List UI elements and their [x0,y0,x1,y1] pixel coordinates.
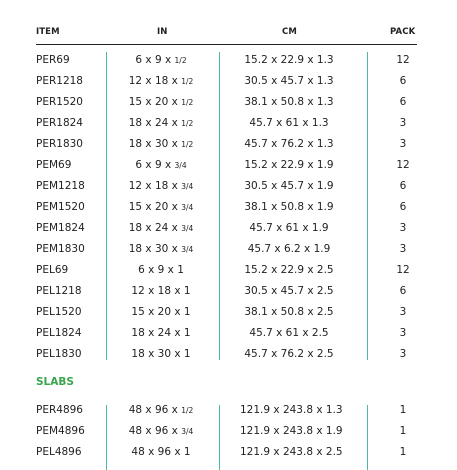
pack-count: 12 [396,159,410,171]
size-cm: 38.1 x 50.8 x 2.5 [244,306,334,318]
size-inches-main: 48 x 96 x 1 [131,446,191,458]
pack-count: 3 [399,138,407,150]
item-code: PEM1218 [36,180,85,192]
size-inches [118,180,204,193]
size-inches-main: 18 x 24 x [128,117,182,129]
table-row [0,117,457,138]
table-row [0,264,457,285]
item-code: PEL4896 [36,446,82,458]
size-cm: 45.7 x 76.2 x 2.5 [244,348,334,360]
item-code: PEM1830 [36,243,85,255]
header-in: IN [157,27,168,37]
header-rule [36,44,417,45]
header-cm: CM [282,27,297,37]
size-inches-main: 18 x 24 x [128,222,182,234]
size-inches-main: 12 x 18 x [128,180,182,192]
size-inches-main: 18 x 30 x [128,243,182,255]
item-code: PEL1218 [36,285,82,297]
pack-count: 3 [399,243,407,255]
size-inches-fraction: 1/2 [181,98,194,107]
size-inches-fraction: 3/4 [181,427,194,436]
size-cm: 45.7 x 76.2 x 1.3 [244,138,334,150]
pack-count: 3 [399,222,407,234]
pack-count: 6 [399,75,407,87]
table-row [0,159,457,180]
table-row [0,425,457,446]
size-inches-fraction: 1/2 [181,140,194,149]
table-row [0,446,457,467]
size-inches [118,425,204,438]
pack-count: 6 [399,96,407,108]
table-row [0,306,457,327]
item-code: PEM4896 [36,425,85,437]
item-code: PEL1824 [36,327,82,339]
header-pack: PACK [390,27,416,37]
table-row [0,138,457,159]
item-code: PEM1520 [36,201,85,213]
size-cm: 15.2 x 22.9 x 1.3 [244,54,334,66]
size-inches-main: 48 x 96 x [128,425,182,437]
size-inches [118,285,204,298]
item-code: PER1824 [36,117,83,129]
pack-count: 3 [399,306,407,318]
size-cm: 45.7 x 6.2 x 1.9 [247,243,331,255]
size-inches-fraction: 1/2 [181,406,194,415]
pack-count: 3 [399,117,407,129]
size-inches-main: 6 x 9 x 1 [138,264,184,276]
size-inches-fraction: 3/4 [181,245,194,254]
size-inches-fraction: 3/4 [181,182,194,191]
item-code: PER1520 [36,96,83,108]
table-row [0,327,457,348]
item-code: PEL1830 [36,348,82,360]
size-inches-main: 12 x 18 x 1 [131,285,191,297]
size-inches-fraction: 1/2 [181,119,194,128]
size-cm: 45.7 x 61 x 2.5 [249,327,329,339]
size-inches [118,201,204,214]
slab-divider-line-2 [219,405,220,470]
size-inches [118,96,204,109]
pack-count: 6 [399,201,407,213]
divider-line-3 [367,52,368,360]
size-cm: 38.1 x 50.8 x 1.3 [244,96,334,108]
size-inches-main: 48 x 96 x [128,404,182,416]
pack-count: 1 [399,446,407,458]
table-row [0,222,457,243]
pack-count: 12 [396,54,410,66]
size-inches [118,54,204,67]
size-cm: 45.7 x 61 x 1.3 [249,117,329,129]
item-code: PEM1824 [36,222,85,234]
size-cm: 30.5 x 45.7 x 1.3 [244,75,334,87]
size-inches [118,327,204,340]
size-inches [118,264,204,277]
size-inches [118,117,204,130]
size-inches [118,222,204,235]
item-code: PER1218 [36,75,83,87]
size-cm: 121.9 x 243.8 x 1.9 [240,425,343,437]
size-inches [118,306,204,319]
table-row [0,180,457,201]
table-row [0,201,457,222]
size-inches-main: 18 x 30 x 1 [131,348,191,360]
size-inches [118,159,204,172]
size-cm: 121.9 x 243.8 x 1.3 [240,404,343,416]
table-row [0,404,457,425]
slab-divider-line-3 [367,405,368,470]
size-inches-main: 15 x 20 x [128,96,182,108]
pack-count: 6 [399,180,407,192]
size-cm: 121.9 x 243.8 x 2.5 [240,446,343,458]
item-code: PER4896 [36,404,83,416]
size-cm: 38.1 x 50.8 x 1.9 [244,201,334,213]
item-code: PEL1520 [36,306,82,318]
pack-count: 12 [396,264,410,276]
pack-count: 3 [399,327,407,339]
size-inches-main: 12 x 18 x [128,75,182,87]
size-cm: 45.7 x 61 x 1.9 [249,222,329,234]
size-inches-fraction: 1/2 [181,77,194,86]
size-inches-fraction: 3/4 [174,161,187,170]
divider-line-1 [106,52,107,360]
table-row [0,75,457,96]
size-inches [118,138,204,151]
pack-count: 1 [399,404,407,416]
size-cm: 30.5 x 45.7 x 1.9 [244,180,334,192]
slab-divider-line-1 [106,405,107,470]
item-code: PER1830 [36,138,83,150]
item-code: PEM69 [36,159,72,171]
table-row [0,348,457,369]
size-inches [118,75,204,88]
table-row [0,96,457,117]
size-inches-main: 6 x 9 x [135,159,175,171]
table-row [0,285,457,306]
divider-line-2 [219,52,220,360]
size-inches [118,348,204,361]
size-inches-fraction: 3/4 [181,224,194,233]
size-inches [118,446,204,459]
size-inches-fraction: 1/2 [174,56,187,65]
size-inches-main: 18 x 24 x 1 [131,327,191,339]
item-code: PER69 [36,54,70,66]
header-item: ITEM [36,27,60,37]
size-inches-main: 15 x 20 x 1 [131,306,191,318]
pack-count: 3 [399,348,407,360]
size-inches-main: 15 x 20 x [128,201,182,213]
size-inches-main: 18 x 30 x [128,138,182,150]
size-cm: 30.5 x 45.7 x 2.5 [244,285,334,297]
pack-count: 6 [399,285,407,297]
size-inches [118,243,204,256]
size-inches-fraction: 3/4 [181,203,194,212]
size-inches [118,404,204,417]
size-cm: 15.2 x 22.9 x 1.9 [244,159,334,171]
section-title: SLABS [36,376,74,388]
table-header [36,27,419,41]
table-row [0,243,457,264]
item-code: PEL69 [36,264,69,276]
table-row [0,54,457,75]
size-inches-main: 6 x 9 x [135,54,175,66]
size-cm: 15.2 x 22.9 x 2.5 [244,264,334,276]
pack-count: 1 [399,425,407,437]
